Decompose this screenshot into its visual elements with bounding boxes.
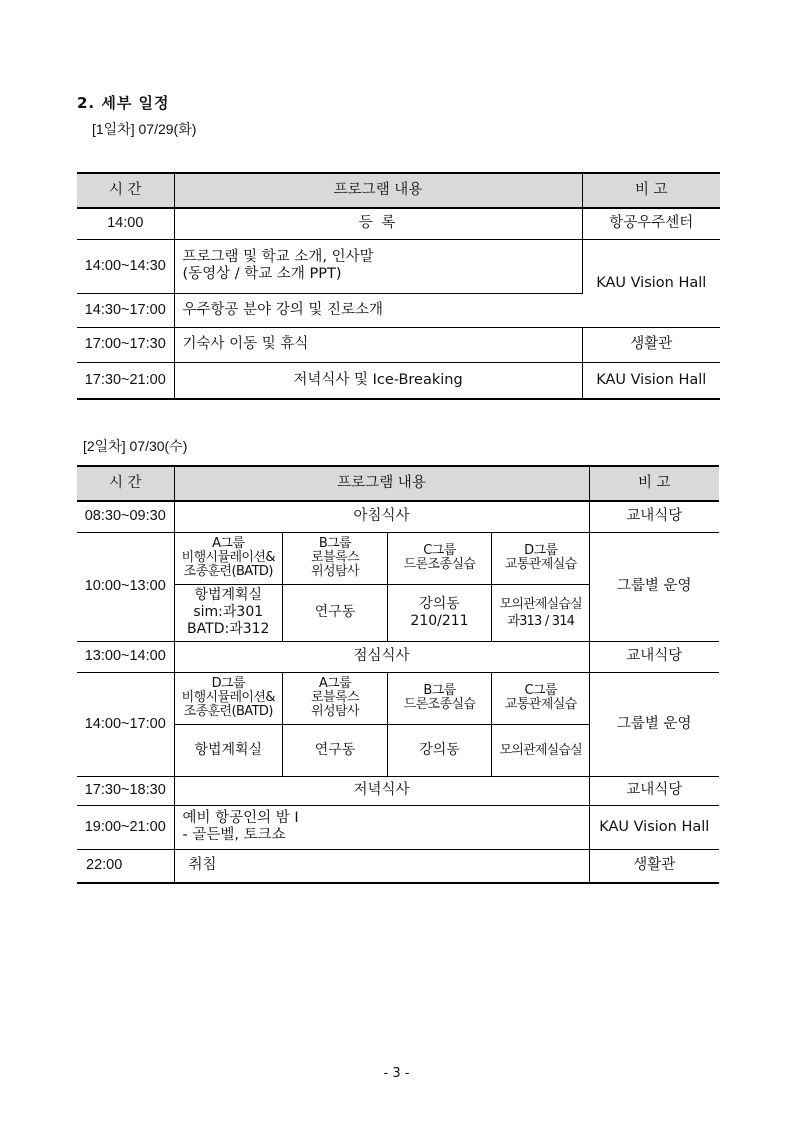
- group-activity: 비행시뮬레이션&: [181, 550, 275, 566]
- header-program: 프로그램 내용: [174, 466, 589, 501]
- group-activity: 드론조종실습: [403, 697, 476, 713]
- group-activity: 비행시뮬레이션&: [181, 690, 275, 706]
- note-cell: 교내식당: [589, 776, 719, 805]
- program-cell: [174, 239, 582, 293]
- group-name: A그룹: [318, 676, 352, 692]
- note-cell: KAU Vision Hall: [589, 805, 719, 849]
- location-cell: [175, 585, 283, 641]
- day1-label: [1일차] 07/29(화): [92, 121, 197, 137]
- program-cell: 취침: [174, 849, 589, 883]
- group-cell: [175, 673, 283, 725]
- table-row: [77, 501, 719, 532]
- time-cell: 14:00: [77, 208, 174, 239]
- group-session-cell: [174, 532, 589, 641]
- program-line: (동영상 / 학교 소개 PPT): [182, 266, 342, 282]
- group-cell: [492, 533, 590, 585]
- location-cell: 연구동: [283, 725, 388, 776]
- location-cell: 항법계획실: [175, 725, 283, 776]
- group-activity: 위성탐사: [311, 704, 359, 720]
- table-row: [77, 327, 720, 362]
- table-row: [77, 239, 720, 293]
- program-line: 예비 항공인의 밤 Ⅰ: [182, 810, 299, 826]
- location-line: 강의동: [419, 595, 460, 612]
- group-cell: [283, 673, 388, 725]
- group-activity: 교통관제실습: [504, 697, 577, 713]
- location-line: 210/211: [410, 612, 469, 629]
- note-cell: 항공우주센터: [582, 208, 720, 239]
- program-cell: 기숙사 이동 및 휴식: [174, 327, 582, 362]
- time-cell: 14:30~17:00: [77, 293, 174, 327]
- group-session-grid: [175, 673, 590, 776]
- time-cell: 13:00~14:00: [77, 641, 174, 672]
- location-cell: 강의동: [388, 725, 492, 776]
- note-cell: 그룹별 운영: [589, 672, 719, 776]
- time-cell: 10:00~13:00: [77, 532, 174, 641]
- table-row: [77, 362, 720, 399]
- group-activity: 조종훈련(BATD): [183, 704, 273, 720]
- note-cell: 생활관: [582, 327, 720, 362]
- group-cell: [388, 673, 492, 725]
- program-cell: 저녁식사: [174, 776, 589, 805]
- table-row: [77, 776, 719, 805]
- program-cell: 등 록: [174, 208, 582, 239]
- group-activity: 로블록스: [311, 690, 359, 706]
- time-cell: 14:00~14:30: [77, 239, 174, 293]
- day1-schedule-table: [77, 172, 720, 400]
- time-cell: 14:00~17:00: [77, 672, 174, 776]
- location-line: sim:과301: [193, 604, 264, 621]
- header-time: 시 간: [77, 466, 174, 501]
- group-name: B그룹: [423, 683, 456, 699]
- header-note: 비 고: [589, 466, 719, 501]
- program-line: 프로그램 및 학교 소개, 인사말: [182, 249, 374, 265]
- location-line: 모의관제실습실: [499, 596, 582, 612]
- group-name: A그룹: [212, 536, 245, 552]
- group-activity: 로블록스: [311, 550, 359, 566]
- header-note: 비 고: [582, 173, 720, 208]
- location-cell: [388, 585, 492, 641]
- day2-label: [2일차] 07/30(수): [83, 438, 188, 454]
- note-cell: 생활관: [589, 849, 719, 883]
- table-row: [77, 532, 719, 641]
- program-line: - 골든벨, 토크쇼: [182, 827, 286, 843]
- group-name: D그룹: [211, 676, 245, 692]
- group-name: D그룹: [524, 543, 558, 559]
- group-activity: 교통관제실습: [504, 557, 577, 573]
- time-cell: 17:00~17:30: [77, 327, 174, 362]
- note-cell: KAU Vision Hall: [582, 362, 720, 399]
- header-program: 프로그램 내용: [174, 173, 582, 208]
- header-time: 시 간: [77, 173, 174, 208]
- location-cell: 모의관제실습실: [492, 725, 590, 776]
- group-cell: [175, 533, 283, 585]
- group-session-grid: [175, 533, 590, 641]
- location-line: 과313 / 314: [507, 613, 575, 629]
- program-cell: 아침식사: [174, 501, 589, 532]
- location-cell: [283, 585, 388, 641]
- program-cell: 우주항공 분야 강의 및 진로소개: [174, 293, 582, 327]
- group-activity: 조종훈련(BATD): [183, 564, 273, 580]
- program-cell: 점심식사: [174, 641, 589, 672]
- day2-schedule-table: [77, 465, 719, 884]
- note-cell: KAU Vision Hall: [582, 239, 720, 327]
- table-row: [77, 849, 719, 883]
- group-activity: 드론조종실습: [403, 557, 476, 573]
- note-cell: 교내식당: [589, 641, 719, 672]
- time-cell: 22:00: [77, 849, 174, 883]
- group-cell: [283, 533, 388, 585]
- group-session-cell: [174, 672, 589, 776]
- group-cell: [388, 533, 492, 585]
- location-line: 연구동: [314, 604, 356, 621]
- group-name: C그룹: [423, 543, 456, 559]
- location-line: BATD:과312: [187, 621, 270, 638]
- time-cell: 17:30~18:30: [77, 776, 174, 805]
- page-number: - 3 -: [383, 1066, 410, 1081]
- location-line: 항법계획실: [194, 587, 263, 604]
- group-name: C그룹: [524, 683, 557, 699]
- time-cell: 19:00~21:00: [77, 805, 174, 849]
- note-cell: 그룹별 운영: [589, 532, 719, 641]
- time-cell: 08:30~09:30: [77, 501, 174, 532]
- table-row: [77, 672, 719, 776]
- table-row: [77, 641, 719, 672]
- group-activity: 위성탐사: [311, 564, 359, 580]
- section-title: 2. 세부 일정: [77, 94, 170, 112]
- group-name: B그룹: [318, 536, 352, 552]
- program-cell: 저녁식사 및 Ice-Breaking: [174, 362, 582, 399]
- table-row: [77, 208, 720, 239]
- table-row: [77, 805, 719, 849]
- program-cell: [174, 805, 589, 849]
- time-cell: 17:30~21:00: [77, 362, 174, 399]
- location-cell: [492, 585, 590, 641]
- note-cell: 교내식당: [589, 501, 719, 532]
- group-cell: [492, 673, 590, 725]
